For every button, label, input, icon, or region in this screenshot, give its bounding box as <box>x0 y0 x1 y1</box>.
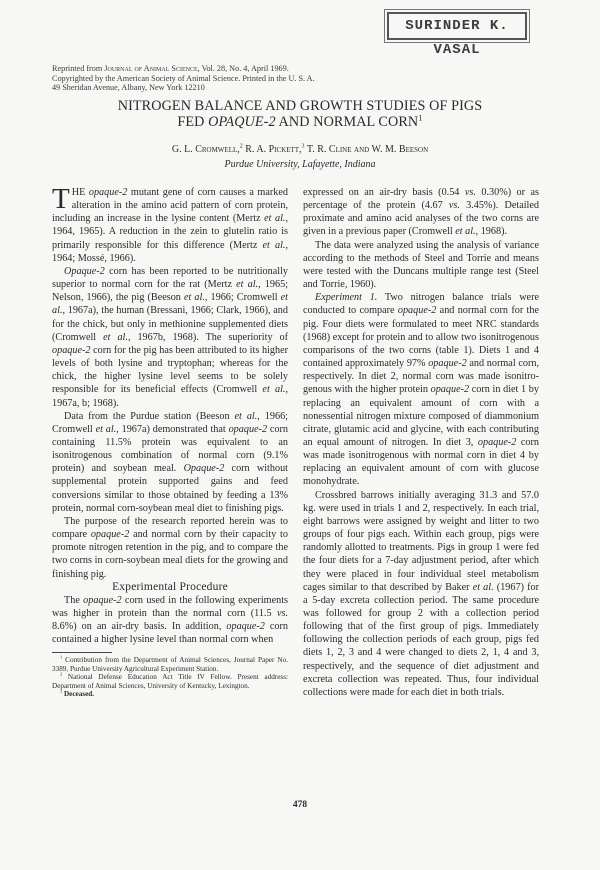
text: , 1964; Mossé, 1966). <box>52 239 288 264</box>
text: , 1967a), the human (Bressani, 1966; Clark, 1966), and for the chick, but only in methionine supplemented diets (Cromwell <box>52 305 288 343</box>
reprint-line-1 <box>52 64 472 74</box>
page-number: 478 <box>292 800 308 810</box>
text: 8.6%) on an air-dry basis. In addition, <box>52 621 227 633</box>
italic-text: opaque-2 <box>52 344 91 356</box>
italic-text: Opaque-2 <box>64 265 105 277</box>
footnote <box>52 690 288 698</box>
title-line-1: NITROGEN BALANCE AND GROWTH STUDIES OF PIGS <box>117 98 483 114</box>
reprint-info <box>52 64 472 93</box>
text: corn was made isonitrogenous with normal corn in diet 4 by replacing an equivalent amount of corn with glucose monohydrate. <box>303 436 539 488</box>
text: Crossbred barrows initially averaging 31.3 and 57.0 kg. were used in trials 1 and 2, respectively. In each trial, eight barrows were assigned by weight and litter to two groups of four pigs each. Within each group, pigs were randomly allotted to treatments. Pigs in group 1 were fed the four diets for a 7-day adjustment period, after which they were placed in four individual steel metabolism cages similar to that described by Baker <box>303 489 539 593</box>
italic-text: opaque-2 <box>226 621 265 633</box>
reprint-prefix: Reprinted from <box>52 64 105 73</box>
footnote-mark: 2 <box>60 671 63 677</box>
text: corn for the pig has been attributed to its higher levels of both lysine and tryptophan; whereas for the chick, the higher lysine level seems to be solely responsible for its beneficial effects (Cromwell <box>52 344 288 396</box>
paragraph <box>303 489 539 700</box>
author-3-4: T. R. Cline and W. M. Beeson <box>304 144 429 155</box>
italic-text: et al. <box>52 292 288 317</box>
text: corn contained a higher lysine level than normal corn when <box>52 621 288 646</box>
italic-text: opaque-2 <box>428 358 467 370</box>
text: mutant gene of corn causes a marked alteration in the amino acid pattern of corn protein, including an increase in the lysine content (Mertz <box>52 187 288 225</box>
italic-text: Experiment 1. <box>315 292 378 304</box>
drop-cap: T <box>52 183 70 215</box>
text: and normal corn by their capacity to promote nitrogen retention in the pig, and to compare the two corns in corn-soybean meal diets for the growing and finishing pig. <box>52 529 288 580</box>
text: (1967) for a 5-day excreta collection period. The same procedure was followed for group 2 with a collection period following that of the first group of pigs. Immediately following the collection periods of each group, pigs fed diets 1, 2, 3 and 4 were changed to diets 2, 1, 4 and 3, respectively, and the sequence of diet adjustment and excreta collection was repeated. Thus, four individual collections were made for each diet in both trials. <box>303 581 539 698</box>
text: corn without supplemental protein supported gains and feed conversions similar to those obtained by feeding a 13% protein, normal corn-soybean meal diet to finishing pigs. <box>52 463 289 514</box>
paragraph <box>52 183 289 265</box>
italic-text: et al. <box>236 279 259 291</box>
italic-text: opaque-2 <box>83 594 122 606</box>
text: , 1967a, b; 1968). <box>52 384 288 409</box>
footnote <box>52 656 288 673</box>
author-1: G. L. Cromwell, <box>171 144 240 155</box>
footnotes <box>52 656 288 698</box>
italic-text: Opaque-2 <box>183 463 225 475</box>
text: 3.45%). Detailed proximate and amino acid analyses of the two corns are given in a previous paper (Cromwell <box>303 200 540 238</box>
text: corn has been reported to be nutritionally superior to normal corn for the rat (Mertz <box>52 265 288 291</box>
italic-text: et al. <box>234 410 258 422</box>
text: , 1966; Cromwell <box>52 410 288 435</box>
text: The <box>64 594 84 606</box>
italic-text: et al. <box>264 213 286 225</box>
italic-text: opaque-2 <box>90 529 130 541</box>
right-column <box>303 186 539 699</box>
paragraph <box>52 410 288 515</box>
title-line-2 <box>0 114 600 130</box>
paragraph <box>52 594 288 647</box>
text: and normal corn for the pig. Four diets were formulated to meet NRC standards (1968) except for protein and to allow two isonitrogenous comparisons of the two corns (table 1). Diets 1 and 4 contained approximately 97% <box>303 305 539 370</box>
title-suffix: AND NORMAL CORN <box>275 114 419 130</box>
text: , 1966; Cromwell <box>204 292 281 304</box>
text: corn in diet 1 by replacing an equivalent amount of corn with a nonessential nitrogen mixture composed of diammonium citrate, glutamic acid and glycine, with each contributing an equal amount of nitrogen. In diet 3, <box>303 384 539 448</box>
name-stamp: SURINDER K. VASAL <box>387 12 527 40</box>
footnote-text: Deceased. <box>62 690 95 699</box>
paragraph: The data were analyzed using the analysis of variance according to the methods of Steel and Torrie and means were tested with the Duncans multiple range test (Steel and Torrie, 1960). <box>303 239 539 291</box>
footnote-mark: 3 <box>60 688 63 694</box>
article-title <box>0 98 600 130</box>
reprint-line-3: 49 Sheridan Avenue, Albany, New York 12210 <box>52 83 205 93</box>
italic-text: opaque-2 <box>430 384 470 396</box>
paragraph <box>303 186 539 239</box>
italic-text: opaque-2 <box>228 423 268 435</box>
author-2: R. A. Pickett, <box>242 144 302 155</box>
section-heading: Experimental Procedure <box>112 580 228 593</box>
footnote-mark: 1 <box>60 655 63 661</box>
paragraph <box>52 515 288 581</box>
paragraph <box>52 265 288 410</box>
italic-text: vs. <box>464 187 476 198</box>
text: 0.30%) or as percentage of the protein (4.67 <box>303 187 539 212</box>
title-footnote-mark: 1 <box>418 112 423 123</box>
text: , 1967a) demonstrated that <box>116 423 229 435</box>
text: , 1967b, 1968). The superiority of <box>127 331 289 343</box>
text: corn containing 11.5% protein was equivalent to an isonitrogenous combination of normal corn (9.1% protein) and soybean meal. <box>52 423 288 475</box>
italic-text: opaque-2 <box>397 305 437 317</box>
author-list <box>0 144 600 155</box>
italic-text: et al. <box>455 226 476 238</box>
italic-text: et al. <box>472 581 494 593</box>
reprint-line-2: Copyrighted by the American Society of Animal Science. Printed in the U. S. A. <box>52 73 315 83</box>
text: Two nitrogen balance trials were conducted to compare <box>303 292 539 317</box>
journal-name: Journal of Animal Science <box>104 64 198 73</box>
text: , 1965; Nelson, 1966), the pig (Beeson <box>52 279 288 304</box>
italic-text: opaque-2 <box>88 187 128 198</box>
title-italic: OPAQUE-2 <box>208 114 276 130</box>
text: expressed on an air-dry basis (0.54 <box>303 187 465 198</box>
paragraph <box>303 291 539 488</box>
text: , 1964, 1965). A reduction in the zein to glutelin ratio is primarily responsible for this difference (Mertz <box>52 213 289 251</box>
text: corn used in the following experiments was higher in protein than the normal corn (11.5 <box>52 594 288 619</box>
author-2-mark: 3 <box>301 143 305 150</box>
text: , 1968). <box>475 226 508 238</box>
italic-text: et al. <box>183 292 205 304</box>
italic-text: vs. <box>276 608 288 619</box>
text: Data from the Purdue station (Beeson <box>64 410 235 422</box>
text: HE <box>71 187 89 198</box>
left-column <box>52 183 289 699</box>
italic-text: et al. <box>262 239 286 251</box>
title-prefix: FED <box>177 114 209 130</box>
affiliation: Purdue University, Lafayette, Indiana <box>224 159 376 170</box>
italic-text: opaque-2 <box>477 436 517 448</box>
italic-text: vs. <box>448 200 460 212</box>
footnote-text: National Defense Education Act Title IV Fellow. Present address: Department of Animal Sciences, University of Kentucky, Lexington. <box>52 673 288 690</box>
author-1-mark: 2 <box>239 143 243 150</box>
footnote-divider <box>52 652 112 653</box>
text: The purpose of the research reported herein was to compare <box>52 515 288 541</box>
italic-text: et al. <box>262 384 286 396</box>
text: and normal corn, respectively. In diet 2, normal corn was made isonitrogenous with the higher protein <box>303 358 539 396</box>
footnote-text: Contribution from the Department of Animal Sciences, Journal Paper No. 3389, Purdue University Agricultural Experiment Station. <box>52 656 288 673</box>
footnote <box>52 673 288 690</box>
italic-text: et al. <box>95 423 117 435</box>
italic-text: et al. <box>103 331 128 343</box>
reprint-suffix: , Vol. 28, No. 4, April 1969. <box>197 64 289 73</box>
